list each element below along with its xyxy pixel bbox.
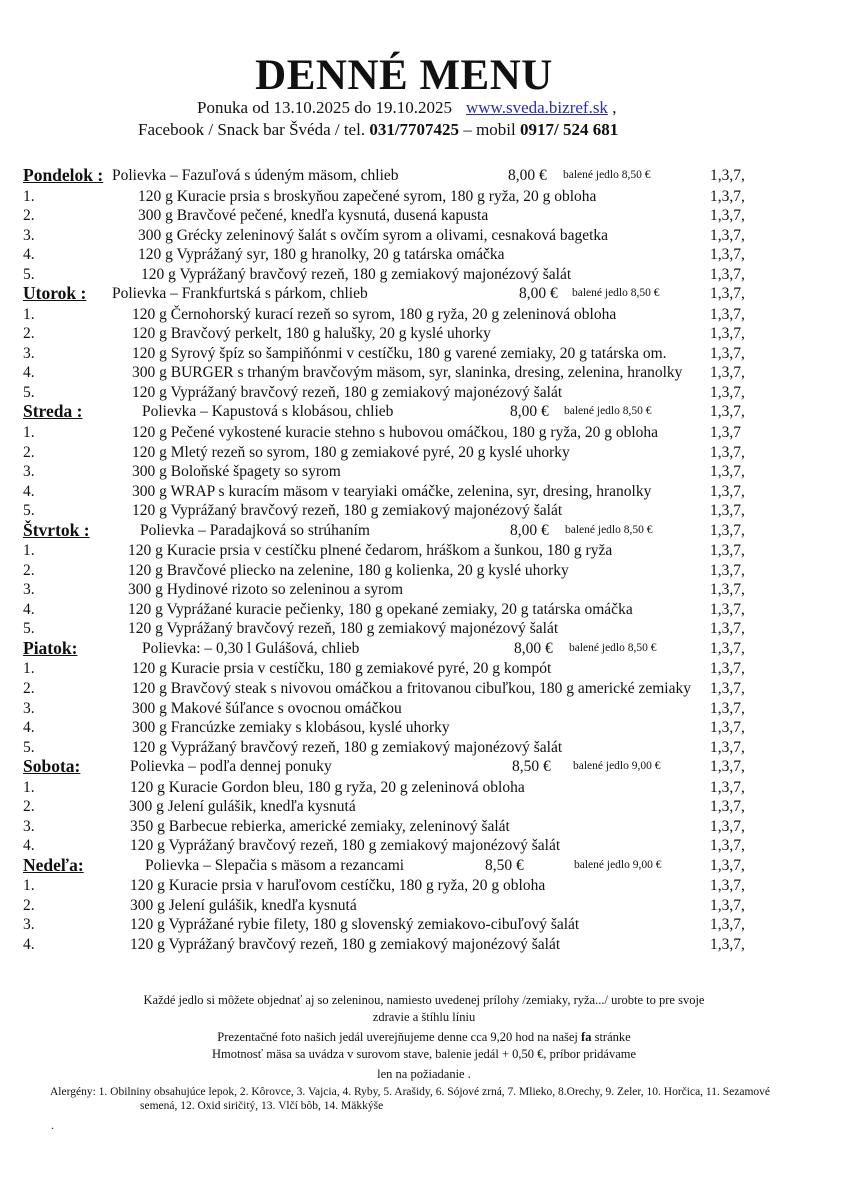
dish-description: 300 g Hydinové rizoto so zeleninou a syrom	[128, 581, 404, 599]
day-name: Pondelok :	[23, 165, 104, 185]
menu-item-row	[23, 619, 843, 639]
allergen-codes: 1,3,7,	[710, 581, 745, 599]
dish-description: 300 g Grécky zeleninový šalát s ovčím syrom a olivami, cesnaková bagetka	[138, 226, 609, 244]
day-header-row	[23, 521, 843, 542]
allergen-list: 1. Obilniny obsahujúce lepok, 2. Kôrovce, 3. Vajcia, 4. Ryby, 5. Arašidy, 6. Sójové zrná, 7. Mlieko, 8.Orechy, 9. Zeler, 10. Horčica, 11. Sezamové	[95, 1086, 771, 1098]
item-number: 1.	[23, 877, 35, 895]
dish-description: 300 g WRAP s kuracím mäsom v tearyiaki omáčke, zelenina, syr, dresing, hranolky	[132, 482, 652, 500]
dish-description: 120 g Pečené vykostené kuracie stehno s hubovou omáčkou, 180 g ryža, 20 g obloha	[132, 423, 659, 441]
menu-item-row	[23, 580, 843, 600]
website-link[interactable]: www.sveda.bizref.sk	[466, 98, 608, 117]
item-number: 3.	[23, 463, 35, 481]
footer-photo-fa: fa	[581, 1030, 592, 1044]
item-number: 4.	[23, 482, 35, 500]
allergen-codes: 1,3,7,	[710, 758, 745, 776]
allergen-codes: 1,3,7,	[710, 837, 745, 855]
item-number: 4.	[23, 936, 35, 953]
item-number: 3.	[23, 817, 35, 835]
item-number: 4.	[23, 719, 35, 737]
item-number: 5.	[23, 383, 35, 401]
dish-description: 300 g Jelení gulášik, knedľa kysnutá	[129, 798, 356, 816]
allergen-codes: 1,3,7,	[710, 798, 745, 816]
dish-description: 120 g Bravčový perkelt, 180 g halušky, 20 g kyslé uhorky	[132, 325, 491, 343]
footer-vegetable-note: Každé jedlo si môžete objednať aj so zeleninou, namiesto uvedenej prílohy /zemiaky, ryža.../ urobte to pre svoje	[143, 993, 705, 1007]
dish-description: 120 g Vyprážaný bravčový rezeň, 180 g zemiakový majonézový šalát	[141, 265, 572, 283]
menu-item-row	[23, 896, 843, 916]
item-number: 4.	[23, 246, 35, 264]
menu-item-row	[23, 561, 843, 581]
day-name: Štvrtok :	[23, 519, 90, 540]
page-title: DENNÉ MENU	[255, 52, 553, 99]
item-number: 4.	[23, 364, 35, 382]
allergen-codes: 1,3,7,	[710, 265, 745, 283]
allergen-codes: 1,3,7,	[710, 443, 745, 461]
packed-price: balené jedlo 9,00 €	[573, 760, 661, 773]
packed-price: balené jedlo 8,50 €	[565, 523, 653, 536]
dish-description: 120 g Bravčový steak s nivovou omáčkou a fritovanou cibuľkou, 180 g americké zemiaky	[132, 679, 691, 697]
allergen-codes: 1,3,7,	[710, 896, 745, 914]
soup-of-day: Polievka: – 0,30 l Gulášová, chlieb	[142, 639, 360, 657]
item-number: 2.	[23, 896, 35, 914]
allergen-codes: 1,3,7,	[710, 660, 745, 678]
allergen-codes: 1,3,7,	[710, 936, 745, 953]
menu-item-row	[23, 501, 843, 521]
menu-item-row	[23, 778, 843, 798]
menu-item-row	[23, 324, 843, 344]
dish-description: 120 g Vyprážaný bravčový rezeň, 180 g zemiakový majonézový šalát	[128, 620, 559, 638]
footer-photo-text: Prezentačné foto našich jedál uverejňujeme denne cca 9,20 hod na našej	[217, 1030, 582, 1044]
dish-description: 120 g Vyprážaný bravčový rezeň, 180 g zemiakový majonézový šalát	[130, 837, 561, 855]
dish-description: 300 g Francúzke zemiaky s klobásou, kyslé uhorky	[132, 719, 450, 737]
item-number: 2.	[23, 798, 35, 816]
packed-price: balené jedlo 8,50 €	[572, 287, 660, 300]
allergen-codes: 1,3,7,	[710, 364, 745, 382]
dish-description: 300 g Makové šúľance s ovocnou omáčkou	[132, 699, 402, 717]
allergen-codes: 1,3,7,	[710, 916, 745, 934]
menu-item-row	[23, 226, 843, 246]
dish-description: 120 g Černohorský kurací rezeň so syrom, 180 g ryža, 20 g zeleninová obloha	[132, 305, 617, 323]
allergen-codes: 1,3,7,	[710, 187, 745, 205]
menu-item-row	[23, 718, 843, 738]
dish-description: 120 g Bravčové pliecko na zelenine, 180 g kolienka, 20 g kyslé uhorky	[128, 561, 569, 579]
menu-item-row	[23, 797, 843, 817]
dish-description: 120 g Vyprážaný bravčový rezeň, 180 g zemiakový majonézový šalát	[132, 738, 563, 756]
menu-item-row	[23, 738, 843, 758]
allergen-codes: 1,3,7,	[710, 482, 745, 500]
menu-item-row	[23, 265, 843, 285]
dish-description: 120 g Kuracie prsia v haruľovom cestíčku, 180 g ryža, 20 g obloha	[130, 877, 546, 895]
offer-line	[197, 98, 616, 118]
day-header-row	[23, 757, 843, 778]
item-number: 2.	[23, 561, 35, 579]
dish-description: 120 g Vyprážaný bravčový rezeň, 180 g zemiakový majonézový šalát	[130, 936, 561, 953]
dish-description: 350 g Barbecue rebierka, americké zemiaky, zeleninový šalát	[130, 817, 510, 835]
item-number: 2.	[23, 325, 35, 343]
allergen-legend	[50, 1085, 830, 1113]
menu-item-row	[23, 876, 843, 896]
day-name: Piatok:	[23, 637, 78, 658]
allergen-codes: 1,3,7,	[710, 167, 745, 184]
offer-period: Ponuka od 13.10.2025 do 19.10.2025	[197, 98, 452, 117]
item-number: 1.	[23, 423, 35, 441]
allergen-codes: 1,3,7,	[710, 542, 745, 560]
dish-description: 300 g Bravčové pečené, knedľa kysnutá, dusená kapusta	[138, 207, 489, 225]
dish-description: 120 g Syrový špíz so šampiňónmi v cestíčku, 180 g varené zemiaky, 20 g tatárska om.	[132, 344, 667, 362]
menu-item-row	[23, 915, 843, 935]
menu-item-row	[23, 935, 843, 955]
item-number: 4.	[23, 837, 35, 855]
menu-item-row	[23, 363, 843, 383]
day-header-row	[23, 284, 843, 305]
dish-description: 120 g Kuracie prsia v cestíčku plnené čedarom, hráškom a šunkou, 180 g ryža	[128, 542, 613, 560]
soup-of-day: Polievka – Fazuľová s údeným mäsom, chlieb	[112, 167, 399, 184]
menu-item-row	[23, 541, 843, 561]
soup-of-day: Polievka – Slepačia s mäsom a rezancami	[145, 856, 405, 874]
day-name: Utorok :	[23, 283, 87, 304]
facebook-text: Facebook / Snack bar Švéda / tel.	[138, 120, 370, 139]
allergen-codes: 1,3,7,	[710, 561, 745, 579]
allergen-codes: 1,3,7,	[710, 679, 745, 697]
item-number: 2.	[23, 679, 35, 697]
dish-description: 120 g Vyprážané kuracie pečienky, 180 g opekané zemiaky, 20 g tatárska omáčka	[128, 600, 633, 618]
menu-price: 8,00 €	[510, 521, 549, 539]
menu-item-row	[23, 817, 843, 837]
packed-price: balené jedlo 8,50 €	[563, 169, 651, 181]
allergen-codes: 1,3,7,	[710, 699, 745, 717]
soup-of-day: Polievka – Kapustová s klobásou, chlieb	[142, 403, 394, 421]
item-number: 1.	[23, 778, 35, 796]
phone-number: 031/7707425	[369, 120, 460, 139]
item-number: 2.	[23, 443, 35, 461]
dish-description: 120 g Vyprážaný bravčový rezeň, 180 g zemiakový majonézový šalát	[132, 502, 563, 520]
allergen-codes: 1,3,7,	[710, 403, 745, 421]
menu-price: 8,50 €	[485, 856, 524, 874]
item-number: 1.	[23, 305, 35, 323]
footer-vegetable-note-cont: zdravie a štíhlu líniu	[372, 1010, 476, 1024]
dish-description: 120 g Vyprážaný bravčový rezeň, 180 g zemiakový majonézový šalát	[132, 383, 563, 401]
dish-description: 120 g Kuracie Gordon bleu, 180 g ryža, 20 g zeleninová obloha	[130, 778, 525, 796]
item-number: 3.	[23, 916, 35, 934]
allergen-codes: 1,3,7,	[710, 521, 745, 539]
mobile-label: – mobil	[459, 120, 520, 139]
item-number: 1.	[23, 187, 35, 205]
dish-description: 120 g Vyprážaný syr, 180 g hranolky, 20 g tatárska omáčka	[138, 246, 505, 264]
day-name: Streda :	[23, 401, 83, 422]
allergen-list-cont: semená, 12. Oxid siričitý, 13. Vlčí bôb, 14. Mäkkýše	[140, 1100, 384, 1112]
packed-price: balené jedlo 8,50 €	[564, 405, 652, 418]
allergen-codes: 1,3,7,	[710, 463, 745, 481]
allergen-codes: 1,3,7,	[710, 817, 745, 835]
weekly-menu	[23, 166, 843, 955]
footer-photo-text-end: stránke	[591, 1030, 631, 1044]
item-number: 3.	[23, 226, 35, 244]
menu-item-row	[23, 462, 843, 482]
menu-item-row	[23, 245, 843, 265]
trailing-dot: .	[51, 1118, 54, 1132]
dish-description: 120 g Vyprážané rybie filety, 180 g slovenský zemiakovo-cibuľový šalát	[130, 916, 580, 934]
item-number: 5.	[23, 620, 35, 638]
website-suffix: ,	[607, 98, 617, 117]
dish-description: 300 g Boloňské špagety so syrom	[132, 463, 341, 481]
allergen-codes: 1,3,7,	[710, 285, 745, 303]
allergen-codes: 1,3,7,	[710, 719, 745, 737]
day-header-row	[23, 639, 843, 660]
allergen-codes: 1,3,7,	[710, 738, 745, 756]
allergen-codes: 1,3,7,	[710, 856, 745, 874]
footer-cutlery-note: len na požiadanie .	[377, 1067, 471, 1081]
allergen-codes: 1,3,7,	[710, 383, 745, 401]
menu-item-row	[23, 699, 843, 719]
packed-price: balené jedlo 9,00 €	[574, 858, 662, 871]
menu-item-row	[23, 600, 843, 620]
soup-of-day: Polievka – podľa dennej ponuky	[130, 758, 332, 776]
dish-description: 120 g Mletý rezeň so syrom, 180 g zemiakové pyré, 20 g kyslé uhorky	[132, 443, 570, 461]
dish-description: 120 g Kuracie prsia v cestíčku, 180 g zemiakové pyré, 20 g kompót	[132, 660, 552, 678]
allergen-label: Alergény:	[50, 1086, 96, 1098]
item-number: 3.	[23, 344, 35, 362]
item-number: 5.	[23, 738, 35, 756]
menu-item-row	[23, 659, 843, 679]
menu-item-row	[23, 482, 843, 502]
packed-price: balené jedlo 8,50 €	[569, 641, 657, 654]
allergen-codes: 1,3,7,	[710, 620, 745, 638]
menu-item-row	[23, 836, 843, 856]
menu-price: 8,50 €	[512, 758, 551, 776]
dish-description: 300 g BURGER s trhaným bravčovým mäsom, syr, slaninka, dresing, zelenina, hranolky	[132, 364, 683, 382]
menu-item-row	[23, 679, 843, 699]
allergen-codes: 1,3,7,	[710, 325, 745, 343]
dish-description: 120 g Kuracie prsia s broskyňou zapečené syrom, 180 g ryža, 20 g obloha	[138, 187, 597, 205]
menu-item-row	[23, 206, 843, 226]
day-header-row	[23, 856, 843, 877]
soup-of-day: Polievka – Frankfurtská s párkom, chlieb	[112, 285, 368, 303]
mobile-number: 0917/ 524 681	[519, 120, 619, 139]
menu-item-row	[23, 443, 843, 463]
allergen-codes: 1,3,7,	[710, 207, 745, 225]
menu-item-row	[23, 383, 843, 403]
allergen-codes: 1,3,7	[710, 423, 741, 441]
allergen-codes: 1,3,7,	[710, 246, 745, 264]
menu-price: 8,00 €	[519, 285, 558, 303]
menu-price: 8,00 €	[508, 167, 547, 184]
footer-weight-note: Hmotnosť mäsa sa uvádza v surovom stave, balenie jedál + 0,50 €, príbor pridávame	[211, 1047, 637, 1061]
footer-notes	[0, 992, 848, 1083]
menu-item-row	[23, 344, 843, 364]
dish-description: 300 g Jelení gulášik, knedľa kysnutá	[130, 896, 357, 914]
allergen-codes: 1,3,7,	[710, 344, 745, 362]
allergen-codes: 1,3,7,	[710, 877, 745, 895]
item-number: 1.	[23, 542, 35, 560]
day-header-row	[23, 166, 843, 187]
soup-of-day: Polievka – Paradajková so strúhaním	[140, 521, 370, 539]
day-name: Sobota:	[23, 756, 81, 777]
allergen-codes: 1,3,7,	[710, 778, 745, 796]
allergen-codes: 1,3,7,	[710, 600, 745, 618]
item-number: 4.	[23, 600, 35, 618]
menu-price: 8,00 €	[514, 639, 553, 657]
footer-photo-note	[0, 1029, 848, 1046]
allergen-codes: 1,3,7,	[710, 305, 745, 323]
menu-price: 8,00 €	[510, 403, 549, 421]
item-number: 2.	[23, 207, 35, 225]
contact-line	[138, 120, 618, 140]
menu-item-row	[23, 423, 843, 443]
menu-item-row	[23, 187, 843, 207]
day-header-row	[23, 402, 843, 423]
item-number: 5.	[23, 265, 35, 283]
allergen-codes: 1,3,7,	[710, 502, 745, 520]
item-number: 1.	[23, 660, 35, 678]
item-number: 5.	[23, 502, 35, 520]
item-number: 3.	[23, 699, 35, 717]
allergen-codes: 1,3,7,	[710, 639, 745, 657]
day-name: Nedeľa:	[23, 854, 84, 875]
menu-item-row	[23, 305, 843, 325]
allergen-codes: 1,3,7,	[710, 226, 745, 244]
item-number: 3.	[23, 581, 35, 599]
